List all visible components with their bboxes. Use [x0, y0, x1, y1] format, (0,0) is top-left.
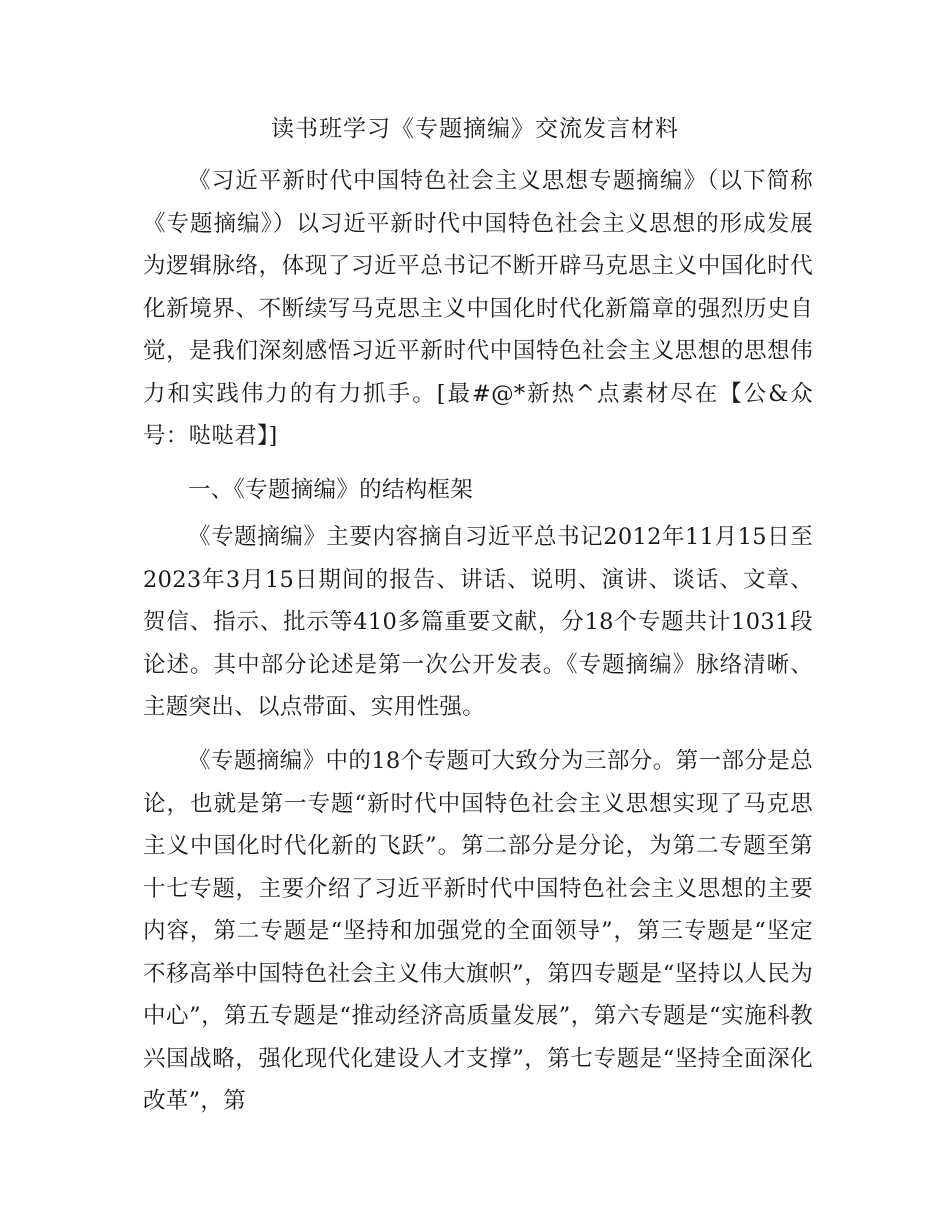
document-title: 读书班学习《专题摘编》交流发言材料 [271, 116, 679, 142]
structure-paragraph: 《专题摘编》中的18个专题可大致分为三部分。第一部分是总论，也就是第一专题“新时代中国特色社会主义思想实现了马克思主义中国化时代化新的飞跃”。第二部分是分论，为第二专题至第十七专题，主要介绍了习近平新时代中国特色社会主义思想的主要内容，第二专题是“坚持和加强党的全面领导”，第三专题是“坚定不移高举中国特色社会主义伟大旗帜”，第四专题是“坚持以人民为中心”，第五专题是“推动经济高质量发展”，第六专题是“实施科教兴国战略，强化现代化建设人才支撑”，第七专题是“坚持全面深化改革”，第 [143, 748, 813, 1114]
intro-paragraph: 《习近平新时代中国特色社会主义思想专题摘编》（以下简称《专题摘编》）以习近平新时代中国特色社会主义思想的形成发展为逻辑脉络，体现了习近平总书记不断开辟马克思主义中国化时代化新境界、不断续写马克思主义中国化时代化新篇章的强烈历史自觉，是我们深刻感悟习近平新时代中国特色社会主义思想的思想伟力和实践伟力的有力抓手。[最#@*新热^点素材尽在【公&众号：哒哒君】] [143, 168, 813, 449]
content-paragraph: 《专题摘编》主要内容摘自习近平总书记2012年11月15日至2023年3月15日期间的报告、讲话、说明、演讲、谈话、文章、贺信、指示、批示等410多篇重要文献，分18个专题共计1031段论述。其中部分论述是第一次公开发表。《专题摘编》脉络清晰、主题突出、以点带面、实用性强。 [143, 524, 813, 720]
section-heading: 一、《专题摘编》的结构框架 [188, 477, 474, 503]
